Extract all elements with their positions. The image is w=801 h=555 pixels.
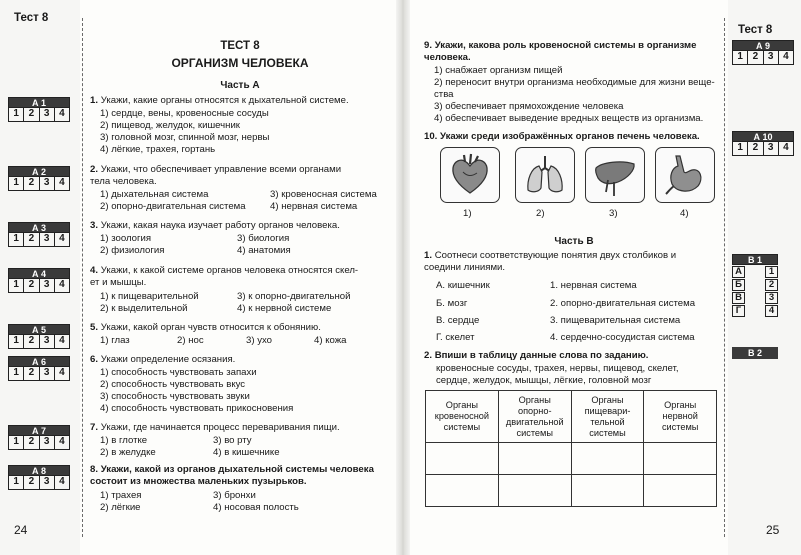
table-cell[interactable]: [644, 475, 717, 507]
match-left-item[interactable]: А. кишечник: [436, 280, 490, 291]
part-b-title: Часть В: [554, 236, 594, 247]
match-right-item[interactable]: 4. сердечно-сосудистая система: [550, 332, 695, 343]
option: 4) способность чувствовать прикосновения: [100, 403, 294, 414]
sorting-table: [425, 390, 717, 507]
question-2: [90, 164, 390, 176]
option: 1) сердце, вены, кровеносные сосуды: [100, 108, 269, 119]
question-text: Укажи среди изображённых органов печень человека.: [440, 131, 700, 142]
answer-cell[interactable]: 3: [764, 142, 779, 155]
question-number: 1.: [90, 95, 99, 106]
option: 1) глаз: [100, 335, 130, 346]
option: 2) способность чувствовать вкус: [100, 379, 246, 390]
answer-box-label: А 8: [8, 465, 70, 476]
answer-box-a8: [8, 465, 70, 490]
answer-cell[interactable]: 1: [9, 177, 24, 190]
question-text-cont: ет и мышцы.: [90, 277, 147, 288]
option: 3) способность чувствовать звуки: [100, 391, 250, 402]
answer-cell[interactable]: 2: [24, 108, 39, 121]
question-text: Впиши в таблицу данные слова по заданию.: [434, 350, 649, 361]
organ-image-4[interactable]: [655, 147, 715, 203]
answer-box-label: А 9: [732, 40, 794, 51]
answer-cell[interactable]: 1: [9, 279, 24, 292]
question-6: [90, 354, 390, 366]
table-cell[interactable]: [498, 475, 571, 507]
answer-cell[interactable]: 2: [24, 436, 39, 449]
answer-box-label: А 2: [8, 166, 70, 177]
question-number: 1.: [424, 250, 433, 261]
answer-cell[interactable]: 1: [9, 108, 24, 121]
word-list: кровеносные сосуды, трахея, нервы, пищевод, скелет,: [436, 363, 679, 374]
option: 4) кожа: [314, 335, 347, 346]
option: 2) переносит внутри организма необходимые для жизни веще-: [434, 77, 715, 88]
option: 3) во рту: [213, 435, 252, 446]
answer-cell[interactable]: 3: [40, 436, 55, 449]
option: 4) анатомия: [237, 245, 291, 256]
header-line: системы: [589, 427, 626, 438]
answer-box-label: В 1: [732, 254, 778, 265]
option: 3) кровеносная система: [270, 189, 377, 200]
b1-number[interactable]: 2: [765, 279, 778, 291]
option: 1) к пищеварительной: [100, 291, 199, 302]
answer-box-a1: [8, 97, 70, 122]
answer-cell[interactable]: 3: [40, 335, 55, 348]
answer-box-a3: [8, 222, 70, 247]
header-line: опорно-: [517, 405, 552, 416]
b1-number[interactable]: 4: [765, 305, 778, 317]
question-number: 2.: [424, 350, 433, 361]
option: 4) носовая полость: [213, 502, 299, 513]
question-text-cont: человека.: [424, 52, 471, 63]
answer-cell[interactable]: 4: [59, 279, 65, 290]
answer-cell[interactable]: 3: [40, 476, 55, 489]
option: 4) обеспечивает выведение вредных веществ из организма.: [434, 113, 704, 124]
answer-box-b2: В 2: [732, 347, 778, 359]
table-header: [498, 391, 571, 443]
answer-cell[interactable]: 1: [9, 335, 24, 348]
right-page-label: Тест 8: [738, 24, 773, 36]
b1-number[interactable]: 3: [765, 292, 778, 304]
option: 1) способность чувствовать запахи: [100, 367, 257, 378]
answer-cell[interactable]: 3: [40, 367, 55, 380]
answer-box-a9: [732, 40, 794, 65]
answer-cell[interactable]: 1: [733, 142, 748, 155]
option: 2) пищевод, желудок, кишечник: [100, 120, 241, 131]
answer-box-label: А 7: [8, 425, 70, 436]
answer-box-b1: [732, 254, 778, 317]
option: 2) в желудке: [100, 447, 156, 458]
answer-box-label: А 10: [732, 131, 794, 142]
answer-cell[interactable]: 4: [59, 476, 65, 487]
question-3: [90, 220, 390, 232]
answer-box-a6: [8, 356, 70, 381]
answer-cell[interactable]: 4: [59, 108, 65, 119]
question-text: Укажи, какой из органов дыхательной системы человека: [100, 464, 374, 475]
b1-number[interactable]: 1: [765, 266, 778, 278]
match-left-item[interactable]: Г. скелет: [436, 332, 475, 343]
organ-image-3[interactable]: [585, 147, 645, 203]
b1-letter: В: [732, 292, 745, 304]
table-header: [571, 391, 644, 443]
answer-cell[interactable]: 2: [24, 476, 39, 489]
answer-box-a7: [8, 425, 70, 450]
answer-cell[interactable]: 1: [9, 436, 24, 449]
question-9: [424, 40, 724, 52]
answer-cell[interactable]: 4: [59, 177, 65, 188]
right-page-number: 25: [766, 523, 780, 537]
option: 3) биология: [237, 233, 290, 244]
question-text-cont: состоит из множества маленьких пузырьков.: [90, 476, 307, 487]
question-b2: [424, 350, 724, 362]
b1-letter: Г: [732, 305, 745, 317]
header-line: нервной: [662, 411, 698, 421]
book-gutter: [396, 0, 410, 555]
option: 2) лёгкие: [100, 502, 141, 513]
header-line: Органы: [591, 394, 624, 405]
option: ства: [434, 89, 454, 100]
question-number: 7.: [90, 422, 99, 433]
answer-cell[interactable]: 1: [9, 476, 24, 489]
table-cell[interactable]: [426, 443, 499, 475]
answer-cell[interactable]: 4: [59, 233, 65, 244]
lungs-icon: [522, 152, 568, 198]
answer-cell[interactable]: 1: [9, 367, 24, 380]
option: 1) зоология: [100, 233, 152, 244]
match-left-item[interactable]: Б. мозг: [436, 298, 468, 309]
match-right-item[interactable]: 1. нервная система: [550, 280, 637, 291]
organ-caption: 1): [463, 208, 472, 219]
answer-cell[interactable]: 3: [40, 233, 55, 246]
question-7: [90, 422, 390, 434]
answer-cell[interactable]: 2: [24, 279, 39, 292]
option: 1) снабжает организм пищей: [434, 65, 563, 76]
header-line: пищевари-: [584, 405, 631, 416]
header-line: Органы: [664, 400, 697, 410]
answer-box-a10: [732, 131, 794, 156]
question-text: Укажи, какие органы относятся к дыхательной системе.: [100, 95, 349, 106]
question-text: Укажи, что обеспечивает управление всеми органами: [100, 164, 342, 175]
answer-cell[interactable]: 3: [764, 51, 779, 64]
part-a-title: Часть А: [220, 80, 260, 91]
answer-cell[interactable]: 3: [40, 279, 55, 292]
header-line: Органы: [445, 400, 478, 410]
option: 3) бронхи: [213, 490, 256, 501]
organ-image-2[interactable]: [515, 147, 575, 203]
answer-box-label: А 6: [8, 356, 70, 367]
option: 2) физиология: [100, 245, 165, 256]
answer-cell[interactable]: 4: [59, 367, 65, 378]
left-cut-line: [82, 18, 83, 537]
table-cell[interactable]: [498, 443, 571, 475]
answer-cell[interactable]: 1: [733, 51, 748, 64]
answer-box-a5: [8, 324, 70, 349]
option: 3) к опорно-двигательной: [237, 291, 351, 302]
table-cell[interactable]: [571, 443, 644, 475]
answer-cell[interactable]: 2: [24, 335, 39, 348]
match-right-item[interactable]: 2. опорно-двигательная система: [550, 298, 696, 309]
header-line: тельной: [590, 416, 625, 427]
option: 4) к нервной системе: [237, 303, 332, 314]
table-header: [426, 391, 499, 443]
b1-letter: А: [732, 266, 745, 278]
question-8: [90, 464, 390, 476]
answer-cell[interactable]: 3: [40, 108, 55, 121]
table-cell[interactable]: [426, 475, 499, 507]
question-5: [90, 322, 390, 334]
answer-box-a2: [8, 166, 70, 191]
question-number: 4.: [90, 265, 99, 276]
heart-icon: [447, 152, 493, 198]
option: 1) дыхательная система: [100, 189, 209, 200]
option: 4) лёгкие, трахея, гортань: [100, 144, 216, 155]
question-b1: [424, 250, 724, 262]
option: 1) трахея: [100, 490, 142, 501]
question-number: 3.: [90, 220, 99, 231]
answer-box-label: А 1: [8, 97, 70, 108]
question-text: Укажи, к какой системе органов человека относятся скел-: [100, 265, 359, 276]
option: 3) головной мозг, спинной мозг, нервы: [100, 132, 270, 143]
table-cell[interactable]: [571, 475, 644, 507]
option: 2) нос: [177, 335, 204, 346]
header-line: Органы: [518, 394, 551, 405]
answer-box-label: А 4: [8, 268, 70, 279]
question-1: [90, 95, 390, 107]
question-4: [90, 265, 395, 277]
match-left-item[interactable]: В. сердце: [436, 315, 480, 326]
answer-box-a4: [8, 268, 70, 293]
question-number: 8.: [90, 464, 99, 475]
table-cell[interactable]: [644, 443, 717, 475]
match-right-item[interactable]: 3. пищеварительная система: [550, 315, 681, 326]
organ-image-1[interactable]: [440, 147, 500, 203]
header-line: системы: [661, 422, 699, 432]
header-line: системы: [516, 427, 553, 438]
table-header: [644, 391, 717, 443]
answer-box-label: А 5: [8, 324, 70, 335]
question-10: [424, 131, 724, 143]
header-line: двигательной: [505, 416, 564, 427]
answer-cell[interactable]: 2: [24, 177, 39, 190]
question-number: 2.: [90, 164, 99, 175]
answer-cell[interactable]: 2: [748, 51, 763, 64]
question-number: 5.: [90, 322, 99, 333]
organ-caption: 3): [609, 208, 618, 219]
answer-cell[interactable]: 2: [24, 367, 39, 380]
option: 4) в кишечнике: [213, 447, 280, 458]
question-text: Укажи, какая наука изучает работу органов человека.: [100, 220, 340, 231]
left-page-number: 24: [14, 523, 28, 537]
question-text: Укажи, какой орган чувств относится к обонянию.: [100, 322, 321, 333]
organ-caption: 4): [680, 208, 689, 219]
liver-icon: [592, 152, 638, 198]
option: 4) нервная система: [270, 201, 358, 212]
answer-cell[interactable]: 4: [59, 335, 65, 346]
question-number: 10.: [424, 131, 438, 142]
b1-letter: Б: [732, 279, 745, 291]
answer-cell[interactable]: 1: [9, 233, 24, 246]
left-page-label: Тест 8: [14, 12, 49, 24]
answer-box-label: А 3: [8, 222, 70, 233]
option: 2) опорно-двигательная система: [100, 201, 246, 212]
test-title: ТЕСТ 8: [220, 40, 260, 52]
option: 3) ухо: [246, 335, 273, 346]
stomach-icon: [662, 152, 708, 198]
organ-caption: 2): [536, 208, 545, 219]
word-list: сердце, желудок, мышцы, лёгкие, головной мозг: [436, 375, 652, 386]
question-number: 9.: [424, 40, 433, 51]
answer-cell[interactable]: 2: [24, 233, 39, 246]
answer-cell[interactable]: 4: [59, 436, 65, 447]
option: 2) к выделительной: [100, 303, 188, 314]
question-text-cont: соедини линиями.: [424, 262, 506, 273]
answer-cell[interactable]: 2: [748, 142, 763, 155]
question-text: Укажи, какова роль кровеносной системы в организме: [434, 40, 697, 51]
header-line: системы: [443, 422, 481, 432]
question-number: 6.: [90, 354, 99, 365]
question-text-cont: тела человека.: [90, 176, 157, 187]
right-cut-line: [724, 18, 725, 537]
option: 3) обеспечивает прямохождение человека: [434, 101, 624, 112]
answer-cell[interactable]: 3: [40, 177, 55, 190]
answer-cell[interactable]: 4: [783, 51, 789, 62]
question-text: Соотнеси соответствующие понятия двух столбиков и: [434, 250, 677, 261]
header-line: кровеносной: [434, 411, 490, 421]
option: 1) в глотке: [100, 435, 148, 446]
question-text: Укажи, где начинается процесс переваривания пищи.: [100, 422, 340, 433]
question-text: Укажи определение осязания.: [100, 354, 236, 365]
answer-cell[interactable]: 4: [783, 142, 789, 153]
test-subtitle: ОРГАНИЗМ ЧЕЛОВЕКА: [171, 56, 309, 70]
